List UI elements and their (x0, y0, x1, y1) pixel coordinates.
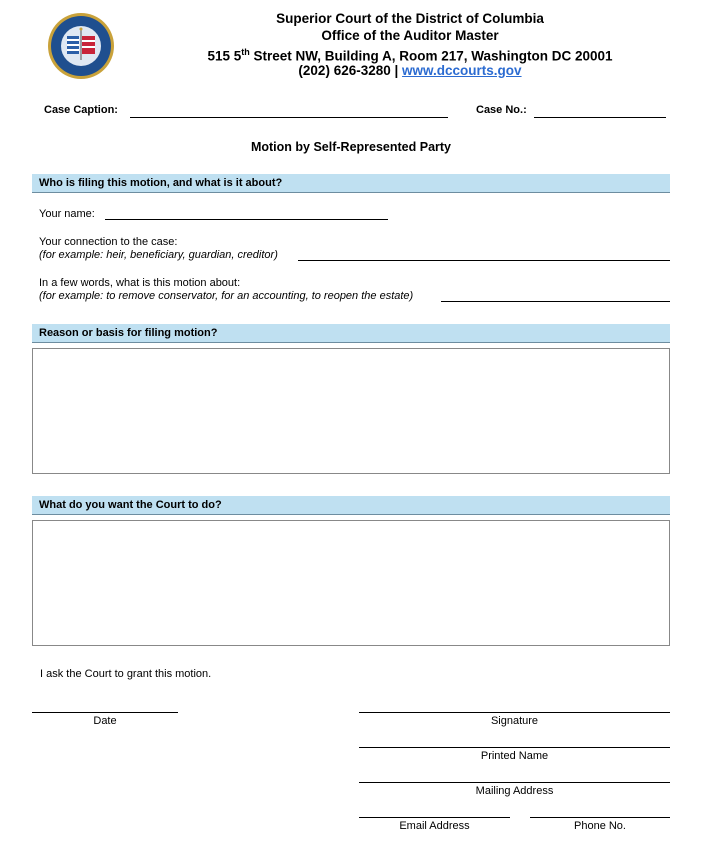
form-title: Motion by Self-Represented Party (250, 140, 452, 154)
email-address-field[interactable] (359, 817, 510, 818)
motion-about-label: In a few words, what is this motion about: (39, 277, 241, 289)
office-name: Office of the Auditor Master (321, 28, 499, 43)
court-name: Superior Court of the District of Columbia (276, 11, 544, 26)
email-address-label: Email Address (399, 820, 470, 832)
your-name-field[interactable] (105, 219, 388, 220)
contact-line (130, 62, 690, 79)
case-caption-label: Case Caption: (44, 104, 118, 116)
motion-about-hint: (for example: to remove conservator, for an accounting, to reopen the estate) (39, 290, 414, 302)
address-number: 515 5 (207, 48, 242, 64)
printed-name-field[interactable] (359, 747, 670, 748)
phone-no-field[interactable] (530, 817, 670, 818)
court-seal-logo (47, 12, 115, 80)
case-no-field[interactable] (534, 117, 666, 118)
section-court-action-header: What do you want the Court to do? (32, 496, 670, 515)
printed-name-label: Printed Name (480, 750, 549, 762)
address-suffix: th (241, 47, 250, 57)
contact-separator: | (390, 63, 403, 78)
website-link[interactable]: www.dccourts.gov (402, 63, 522, 78)
phone-no-label: Phone No. (574, 820, 626, 832)
connection-label: Your connection to the case: (39, 236, 178, 248)
mailing-address-label: Mailing Address (475, 785, 554, 797)
court-action-textbox[interactable] (32, 520, 670, 646)
connection-field[interactable] (298, 260, 670, 261)
grant-statement: I ask the Court to grant this motion. (40, 668, 212, 680)
reason-textbox[interactable] (32, 348, 670, 474)
your-name-label: Your name: (39, 208, 95, 220)
date-label: Date (93, 715, 117, 727)
date-field[interactable] (32, 712, 178, 713)
section-who-filing-header: Who is filing this motion, and what is it about? (32, 174, 670, 193)
mailing-address-field[interactable] (359, 782, 670, 783)
address-street: Street NW, Building A, Room 217, Washington DC 20001 (249, 48, 613, 64)
signature-field[interactable] (359, 712, 670, 713)
court-phone: (202) 626-3280 (298, 63, 391, 78)
motion-about-field[interactable] (441, 301, 670, 302)
section-reason-header: Reason or basis for filing motion? (32, 324, 670, 343)
case-caption-field[interactable] (130, 117, 448, 118)
signature-label: Signature (490, 715, 539, 727)
case-no-label: Case No.: (476, 104, 527, 116)
connection-hint: (for example: heir, beneficiary, guardian, creditor) (39, 249, 278, 261)
